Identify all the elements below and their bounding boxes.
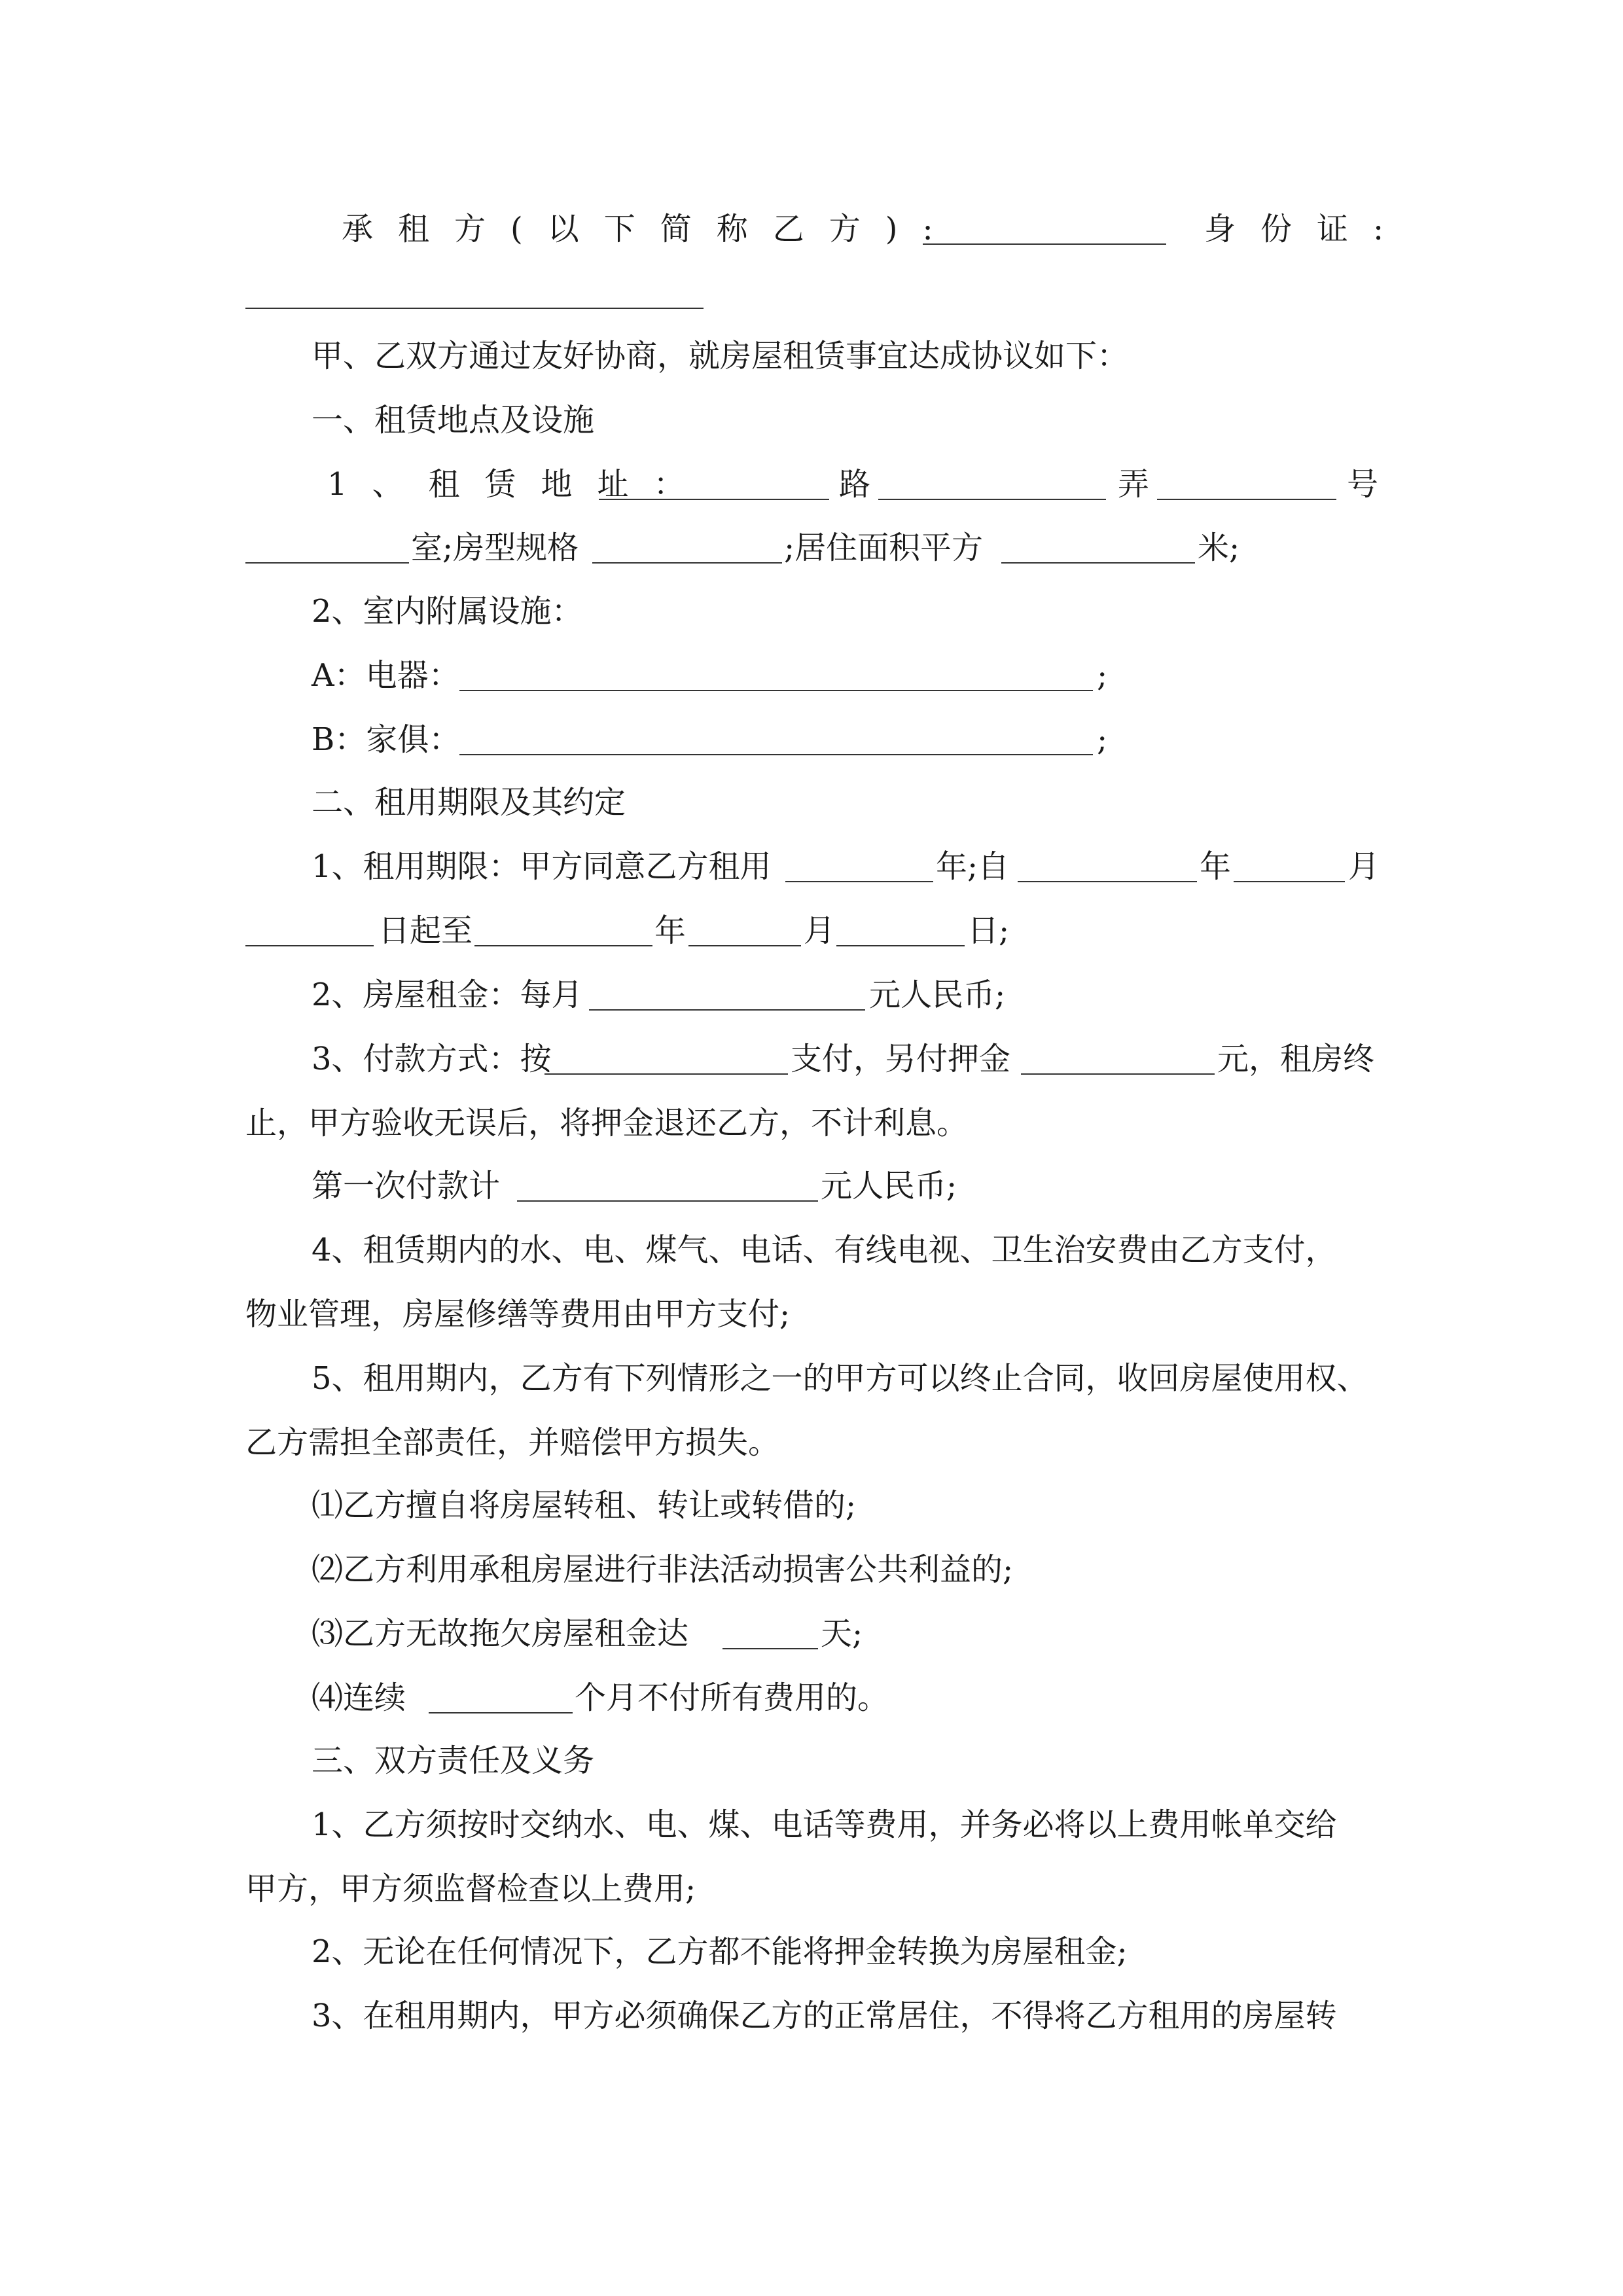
fees-line-2 bbox=[0, 1288, 1623, 1340]
end-month-blank[interactable] bbox=[688, 905, 801, 946]
number-label: 号 bbox=[1347, 466, 1379, 503]
lessee-line bbox=[0, 203, 1623, 255]
clause-3-unit: 天; bbox=[821, 1615, 863, 1652]
duty-1-line-1 bbox=[0, 1799, 1623, 1851]
clause-1: ⑴乙方擅自将房屋转租、转让或转借的; bbox=[312, 1487, 857, 1524]
deposit-label: 支付，另付押金 bbox=[791, 1041, 1011, 1077]
termination-text-1: 5、租用期内，乙方有下列情形之一的甲方可以终止合同，收回房屋使用权、 bbox=[312, 1360, 1368, 1397]
duty-3-text: 3、在租用期内，甲方必须确保乙方的正常居住，不得将乙方租用的房屋转 bbox=[312, 1998, 1337, 2034]
start-year-label: 年 bbox=[1200, 848, 1232, 885]
furniture-end: ; bbox=[1097, 721, 1108, 758]
clause-4-line bbox=[0, 1672, 1623, 1724]
intro-text: 甲、乙双方通过友好协商，就房屋租赁事宜达成协议如下： bbox=[312, 338, 1129, 374]
unpaid-months-blank[interactable] bbox=[429, 1672, 573, 1713]
term-label: 1、租用期限：甲方同意乙方租用 bbox=[312, 848, 772, 885]
section-3-heading-line bbox=[0, 1734, 1623, 1787]
id-card-label: 身份证: bbox=[1204, 211, 1409, 247]
rent-unit: 元人民币; bbox=[869, 977, 1006, 1013]
end-year-label: 年 bbox=[654, 912, 687, 949]
overdue-days-blank[interactable] bbox=[722, 1607, 818, 1649]
deposit-refund-text: 止，甲方验收无误后，将押金退还乙方，不计利息。 bbox=[245, 1105, 969, 1141]
first-payment-unit: 元人民币; bbox=[821, 1168, 957, 1204]
rent-label: 2、房屋租金：每月 bbox=[312, 977, 583, 1013]
section-3-heading: 三、双方责任及义务 bbox=[312, 1742, 595, 1779]
clause-4-unit: 个月不付所有费用的。 bbox=[575, 1679, 889, 1716]
lane-label: 弄 bbox=[1118, 466, 1150, 503]
term-line-1 bbox=[0, 840, 1623, 893]
duty-1-text-2: 甲方，甲方须监督检查以上费用; bbox=[245, 1871, 696, 1907]
payment-line-1 bbox=[0, 1033, 1623, 1085]
address-blank-1[interactable] bbox=[599, 458, 829, 500]
first-payment-blank[interactable] bbox=[517, 1160, 818, 1202]
road-blank[interactable] bbox=[878, 458, 1106, 500]
rent-line bbox=[0, 969, 1623, 1021]
term-from-label: 年;自 bbox=[936, 848, 1010, 885]
furniture-label: B：家俱： bbox=[312, 721, 461, 758]
clause-2: ⑵乙方利用承租房屋进行非法活动损害公共利益的; bbox=[312, 1551, 1014, 1588]
duty-3-line bbox=[0, 1990, 1623, 2042]
payment-line-2 bbox=[0, 1097, 1623, 1149]
deposit-unit: 元，租房终 bbox=[1217, 1041, 1375, 1077]
address-line bbox=[0, 458, 1623, 511]
fees-line-1 bbox=[0, 1224, 1623, 1276]
facilities-line bbox=[0, 585, 1623, 637]
duty-2-line bbox=[0, 1926, 1623, 1978]
fees-text-1: 4、租赁期内的水、电、煤气、电话、有线电视、卫生治安费由乙方支付， bbox=[312, 1232, 1337, 1268]
start-month-label: 月 bbox=[1348, 848, 1380, 885]
furniture-blank[interactable] bbox=[459, 713, 1093, 755]
end-day-blank[interactable] bbox=[836, 905, 965, 946]
clause-1-line bbox=[0, 1479, 1623, 1532]
first-payment-line bbox=[0, 1160, 1623, 1212]
start-day-blank[interactable] bbox=[245, 905, 374, 946]
intro-line bbox=[0, 330, 1623, 382]
end-year-blank[interactable] bbox=[474, 905, 652, 946]
id-card-blank[interactable] bbox=[245, 267, 704, 309]
facilities-label: 2、室内附属设施： bbox=[312, 593, 583, 630]
start-day-label: 日起至 bbox=[378, 912, 473, 949]
first-payment-label: 第一次付款计 bbox=[312, 1168, 501, 1204]
termination-text-2: 乙方需担全部责任，并赔偿甲方损失。 bbox=[245, 1424, 780, 1461]
payment-method-blank[interactable] bbox=[544, 1033, 788, 1075]
end-month-label: 月 bbox=[804, 912, 836, 949]
term-line-2 bbox=[0, 905, 1623, 957]
termination-line-2 bbox=[0, 1416, 1623, 1469]
area-blank[interactable] bbox=[1001, 522, 1195, 564]
clause-2-line bbox=[0, 1543, 1623, 1596]
clause-3-label: ⑶乙方无故拖欠房屋租金达 bbox=[312, 1615, 689, 1652]
lessee-label: 承租方(以下简称乙方): bbox=[342, 211, 958, 247]
room-type-label: 室;房型规格 bbox=[411, 529, 579, 566]
duty-1-text-1: 1、乙方须按时交纳水、电、煤、电话等费用，并务必将以上费用帐单交给 bbox=[312, 1806, 1337, 1843]
room-blank[interactable] bbox=[245, 522, 409, 564]
appliances-blank[interactable] bbox=[459, 649, 1093, 691]
rent-amount-blank[interactable] bbox=[589, 969, 865, 1011]
clause-3-line bbox=[0, 1607, 1623, 1660]
section-1-heading-line bbox=[0, 394, 1623, 446]
termination-line-1 bbox=[0, 1352, 1623, 1405]
meter-label: 米; bbox=[1198, 529, 1240, 566]
room-line bbox=[0, 522, 1623, 574]
address-label: 1、租赁地址： bbox=[327, 466, 710, 503]
road-label: 路 bbox=[839, 466, 871, 503]
term-years-blank[interactable] bbox=[785, 840, 933, 882]
section-1-heading: 一、租赁地点及设施 bbox=[312, 402, 595, 439]
start-month-blank[interactable] bbox=[1234, 840, 1345, 882]
furniture-line bbox=[0, 713, 1623, 766]
appliances-line bbox=[0, 649, 1623, 702]
deposit-blank[interactable] bbox=[1021, 1033, 1215, 1075]
lessee-name-blank[interactable] bbox=[923, 203, 1166, 245]
fees-text-2: 物业管理，房屋修缮等费用由甲方支付; bbox=[245, 1296, 791, 1333]
lane-blank[interactable] bbox=[1157, 458, 1336, 500]
section-2-heading: 二、租用期限及其约定 bbox=[312, 784, 626, 821]
duty-2-text: 2、无论在任何情况下，乙方都不能将押金转换为房屋租金; bbox=[312, 1933, 1128, 1970]
duty-1-line-2 bbox=[0, 1863, 1623, 1915]
end-day-label: 日; bbox=[967, 912, 1010, 949]
start-year-blank[interactable] bbox=[1018, 840, 1197, 882]
room-type-blank[interactable] bbox=[592, 522, 782, 564]
appliances-end: ; bbox=[1097, 657, 1108, 694]
clause-4-label: ⑷连续 bbox=[312, 1679, 406, 1716]
area-label: ;居住面积平方 bbox=[784, 529, 984, 566]
appliances-label: A：电器： bbox=[312, 657, 460, 694]
payment-method-label: 3、付款方式：按 bbox=[312, 1041, 552, 1077]
section-2-heading-line bbox=[0, 776, 1623, 829]
id-card-line bbox=[0, 267, 1623, 319]
